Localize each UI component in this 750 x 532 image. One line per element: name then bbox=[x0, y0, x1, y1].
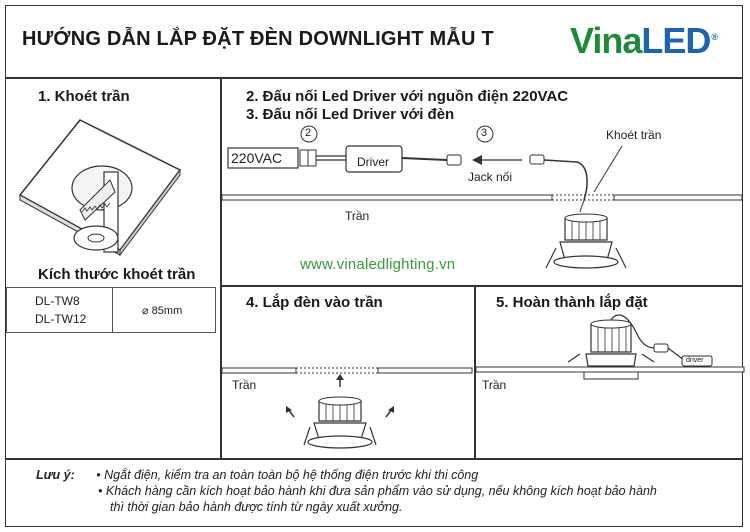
bullet-2: • bbox=[98, 484, 103, 498]
note-line-3 bbox=[36, 500, 736, 514]
jack-label: Jack nối bbox=[468, 170, 513, 184]
note-line-2 bbox=[36, 484, 736, 498]
bullet-1: • bbox=[96, 468, 101, 482]
step2-heading: 2. Đấu nối Led Driver với nguồn điện 220VAC bbox=[246, 88, 569, 105]
ceiling-hole-label: Khoét trần bbox=[606, 128, 662, 142]
installed-light-illustration bbox=[476, 312, 744, 392]
ceiling-cutting-illustration bbox=[20, 110, 240, 260]
note-item-1: Ngắt điện, kiểm tra an toàn toàn bộ hệ thống điện trước khi thi công bbox=[104, 468, 479, 482]
driver-label: Driver bbox=[357, 155, 389, 169]
step3-heading: 3. Đấu nối Led Driver với đèn bbox=[246, 106, 455, 123]
cut-size-table bbox=[6, 287, 216, 333]
mount-light-illustration bbox=[222, 365, 472, 455]
ceiling-label-step4: Trần bbox=[232, 378, 257, 392]
marker-3: 3 bbox=[481, 127, 488, 139]
note-item-2: Khách hàng cần kích hoạt bảo hành khi đưa sản phẩm vào sử dụng, nếu không kích hoạt bảo hành bbox=[105, 484, 657, 498]
notes-section bbox=[36, 468, 736, 514]
step4-heading: 4. Lắp đèn vào trần bbox=[246, 294, 383, 311]
cut-size-heading: Kích thước khoét trần bbox=[38, 266, 196, 283]
table-divider bbox=[112, 288, 113, 332]
cut-size-value: ⌀ 85mm bbox=[142, 305, 183, 317]
note-item-3: thì thời gian bảo hành được tính từ ngày xuất xưởng. bbox=[110, 500, 403, 514]
logo-led: LED bbox=[641, 20, 711, 61]
note-line-1 bbox=[36, 468, 736, 482]
vinaled-logo bbox=[570, 20, 717, 62]
logo-vina: Vina bbox=[570, 20, 642, 61]
ceiling-label-step2: Trần bbox=[345, 209, 370, 223]
header-divider bbox=[5, 77, 743, 79]
step5-heading: 5. Hoàn thành lắp đặt bbox=[496, 294, 648, 311]
voltage-label: 220VAC bbox=[231, 150, 283, 166]
step1-heading: 1. Khoét trần bbox=[38, 88, 130, 105]
notes-label: Lưu ý: bbox=[36, 468, 75, 482]
logo-registered-mark: ® bbox=[711, 32, 718, 42]
installed-driver-label: driver bbox=[686, 357, 704, 364]
ceiling-label-step5: Trần bbox=[482, 378, 507, 392]
model-dl-tw12: DL-TW12 bbox=[35, 312, 87, 326]
page-title: HƯỚNG DẪN LẮP ĐẶT ĐÈN DOWNLIGHT MẪU T bbox=[22, 28, 494, 50]
website-url: www.vinaledlighting.vn bbox=[300, 256, 456, 273]
marker-2: 2 bbox=[305, 127, 312, 139]
notes-divider bbox=[5, 458, 743, 460]
model-dl-tw8: DL-TW8 bbox=[35, 294, 80, 308]
